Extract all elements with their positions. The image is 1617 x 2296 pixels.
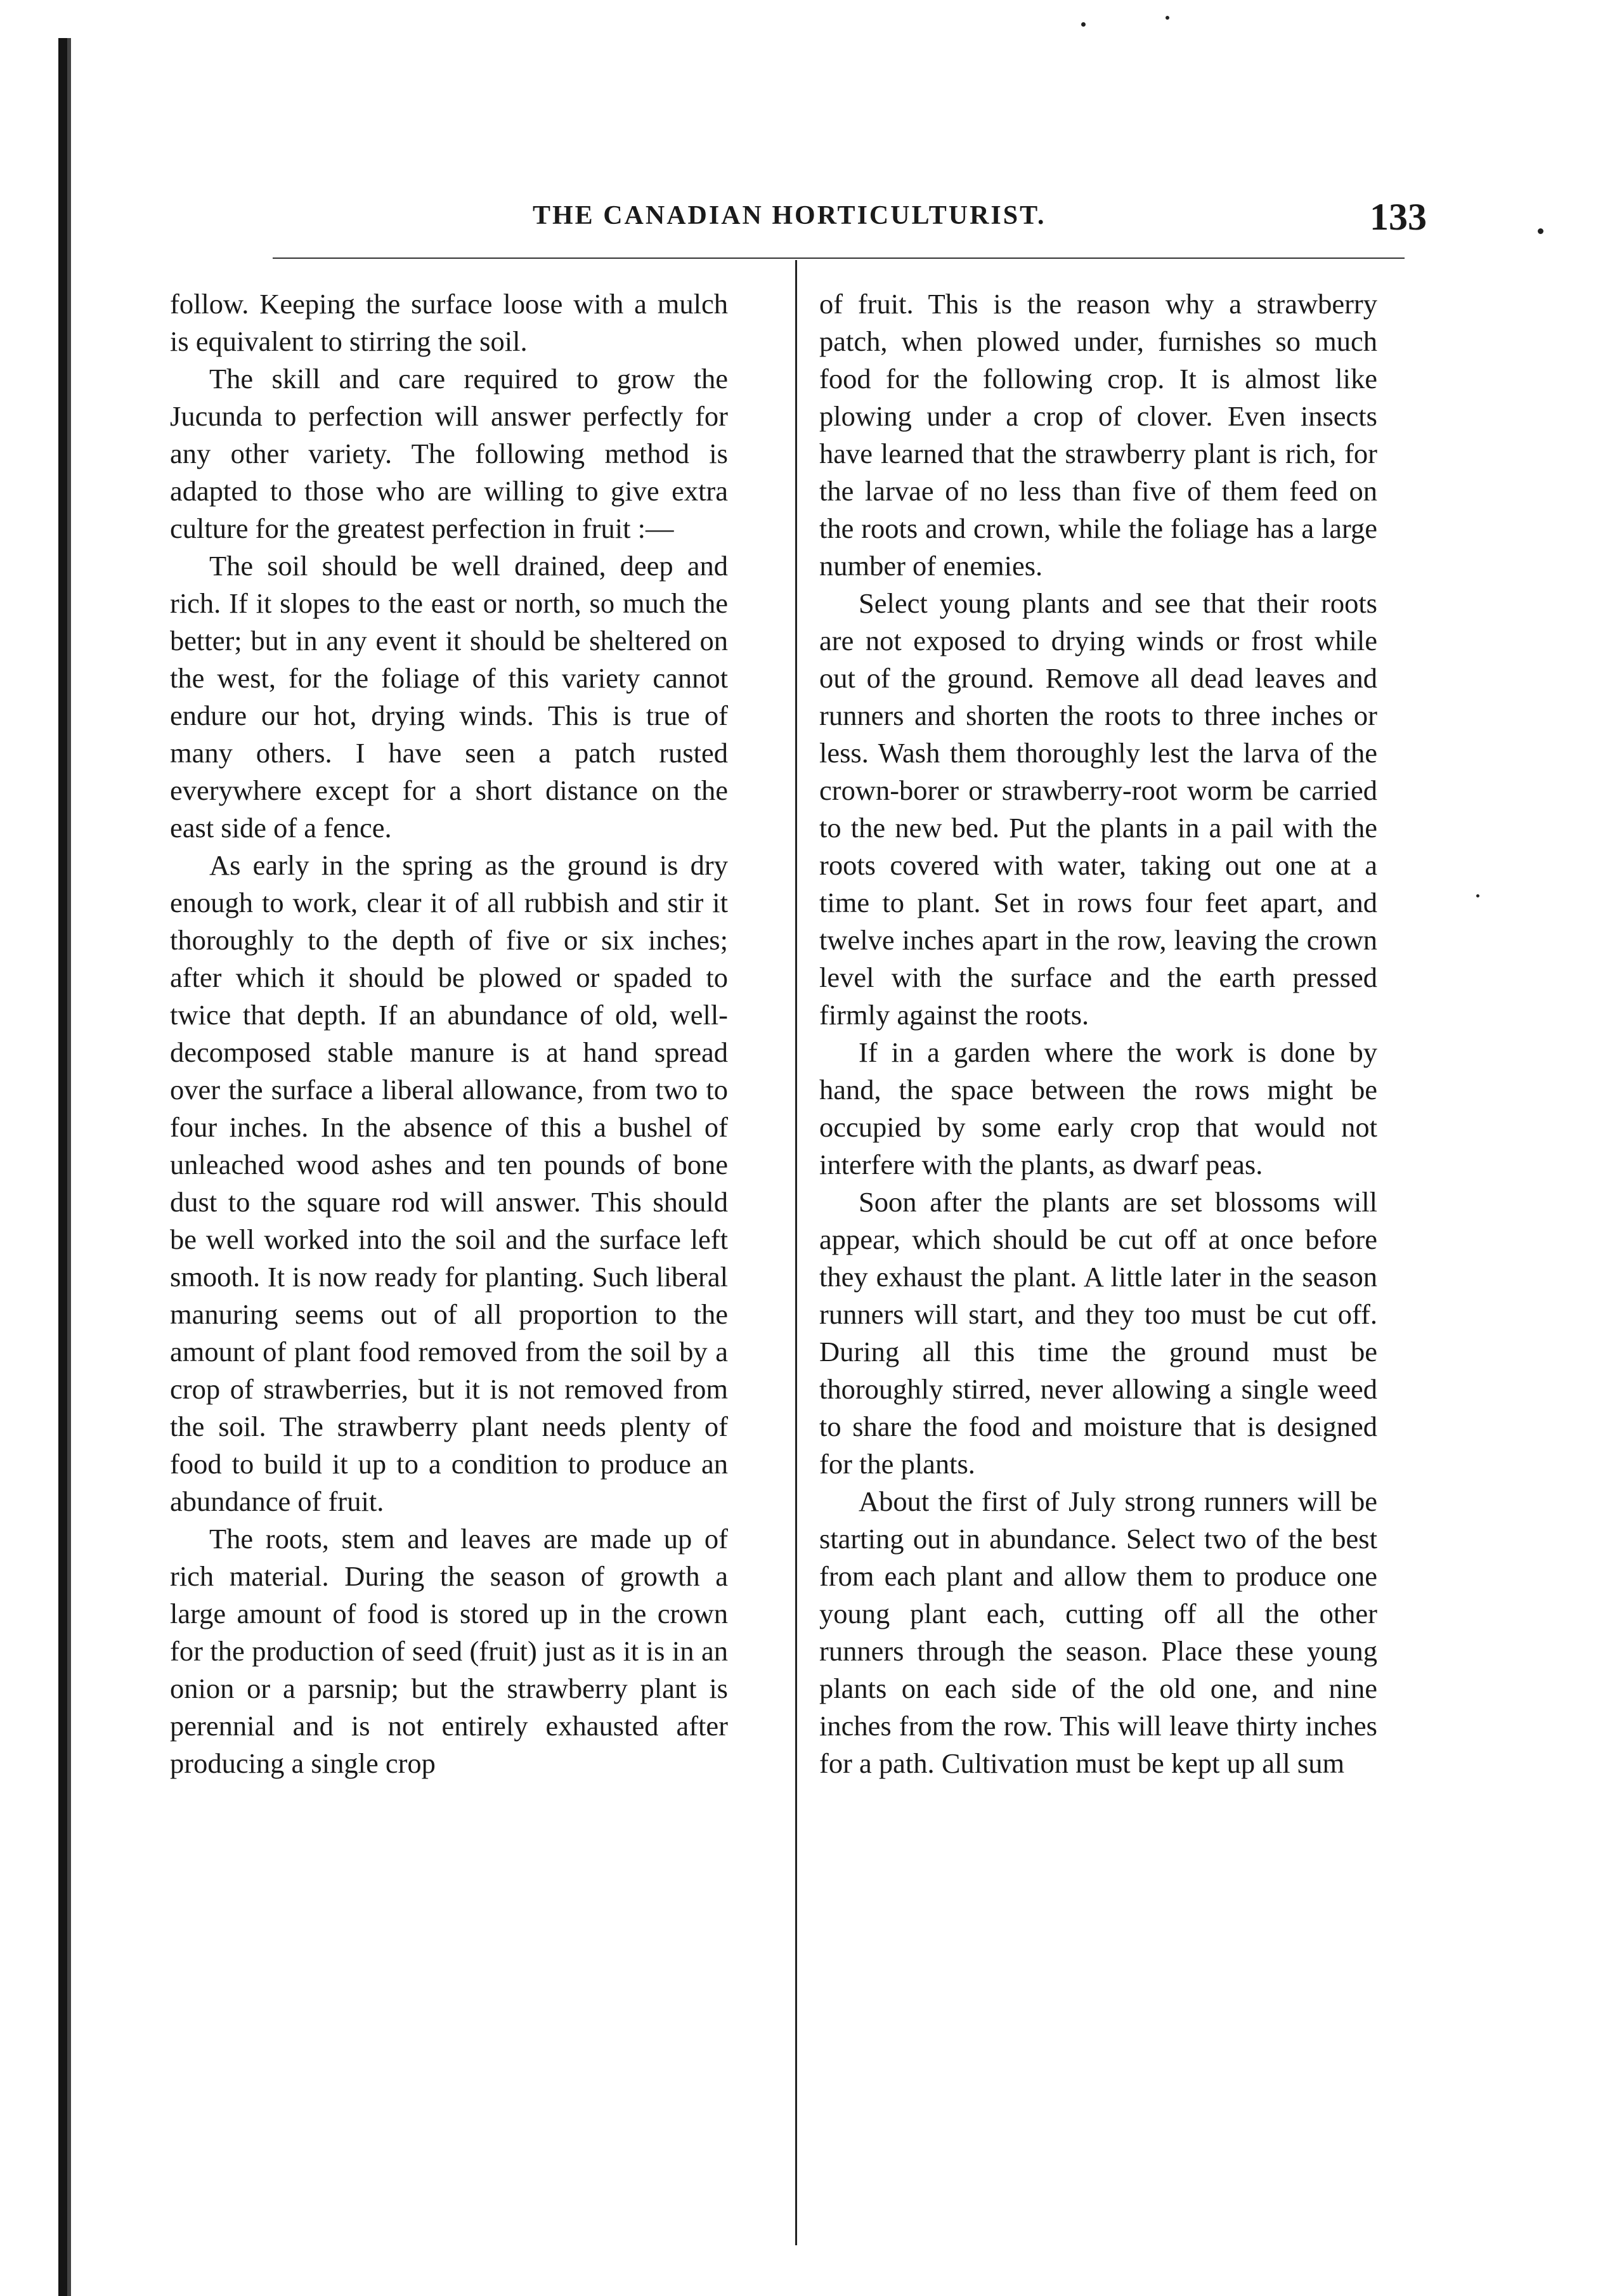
paragraph: The soil should be well drained, deep and rich. If it slopes to the east or north, so much the better; but in any event it should be sheltered on the west, for the foliage of this variety cannot endure our hot, drying winds. This is true of many others. I have seen a patch rusted everywhere except for a short distance on the east side of a fence. <box>170 550 728 844</box>
journal-title: THE CANADIAN HORTICULTURIST. <box>533 201 1046 230</box>
header-rule <box>273 258 1405 259</box>
paragraph: The skill and care required to grow the Jucunda to perfection will answer perfectly for any other variety. The following method is adapted to those who are willing to give extra culture for the greatest perfection in fruit :— <box>170 363 728 544</box>
right-column <box>819 285 1377 1782</box>
paragraph: If in a garden where the work is done by hand, the space between the rows might be occupied by some early crop that would not interfere with the plants, as dwarf peas. <box>819 1036 1377 1180</box>
print-speck <box>1476 894 1479 897</box>
book-binding-edge <box>58 38 67 2296</box>
paragraph: Soon after the plants are set blossoms will appear, which should be cut off at once before they exhaust the plant. A little later in the season runners will start, and they too must be cut off. During all this time the ground must be thoroughly stirred, never allowing a single weed to share the food and moisture that is designed for the plants. <box>819 1186 1377 1480</box>
column-divider <box>795 260 797 2245</box>
paragraph: The roots, stem and leaves are made up of rich material. During the season of growth a large amount of food is stored up in the crown for the production of seed (fruit) just as it is in an onion or a parsnip; but the strawberry plant is perennial and is not entirely exhausted after producing a single crop <box>170 1523 728 1779</box>
print-speck <box>1538 228 1543 234</box>
paragraph: Select young plants and see that their roots are not exposed to drying winds or frost while out of the ground. Remove all dead leaves and runners and shorten the roots to three inches or less. Wash them thoroughly lest the larva of the crown-borer or strawberry-root worm be carried to the new bed. Put the plants in a pail with the roots covered with water, taking out one at a time to plant. Set in rows four feet apart, and twelve inches apart in the row, leaving the crown level with the surface and the earth pressed firmly against the roots. <box>819 587 1377 1031</box>
left-column <box>170 285 728 1782</box>
book-binding-shadow <box>67 38 71 2296</box>
page-number: 133 <box>1370 196 1427 238</box>
paragraph: About the first of July strong runners will be starting out in abundance. Select two of the best from each plant and allow them to produce one young plant each, cutting off all the other runners through the season. Place these young plants on each side of the old one, and nine inches from the row. This will leave thirty inches for a path. Cultivation must be kept up all sum <box>819 1485 1377 1779</box>
print-speck <box>1166 16 1169 20</box>
paragraph: follow. Keeping the surface loose with a mulch is equivalent to stirring the soil. <box>170 288 728 357</box>
paragraph: of fruit. This is the reason why a strawberry patch, when plowed under, furnishes so much food for the following crop. It is almost like plowing under a crop of clover. Even insects have learned that the strawberry plant is rich, for the larvae of no less than five of them feed on the roots and crown, while the foliage has a large number of enemies. <box>819 288 1377 582</box>
paragraph: As early in the spring as the ground is dry enough to work, clear it of all rubbish and stir it thoroughly to the depth of five or six inches; after which it should be plowed or spaded to twice that depth. If an abundance of old, well-decomposed stable manure is at hand spread over the surface a liberal allowance, from two to four inches. In the absence of this a bushel of unleached wood ashes and ten pounds of bone dust to the square rod will answer. This should be well worked into the soil and the surface left smooth. It is now ready for planting. Such liberal manuring seems out of all proportion to the amount of plant food removed from the soil by a crop of strawberries, but it is not removed from the soil. The strawberry plant needs plenty of food to build it up to a condition to produce an abundance of fruit. <box>170 849 728 1517</box>
print-speck <box>1081 22 1086 27</box>
page-header <box>355 196 1427 251</box>
